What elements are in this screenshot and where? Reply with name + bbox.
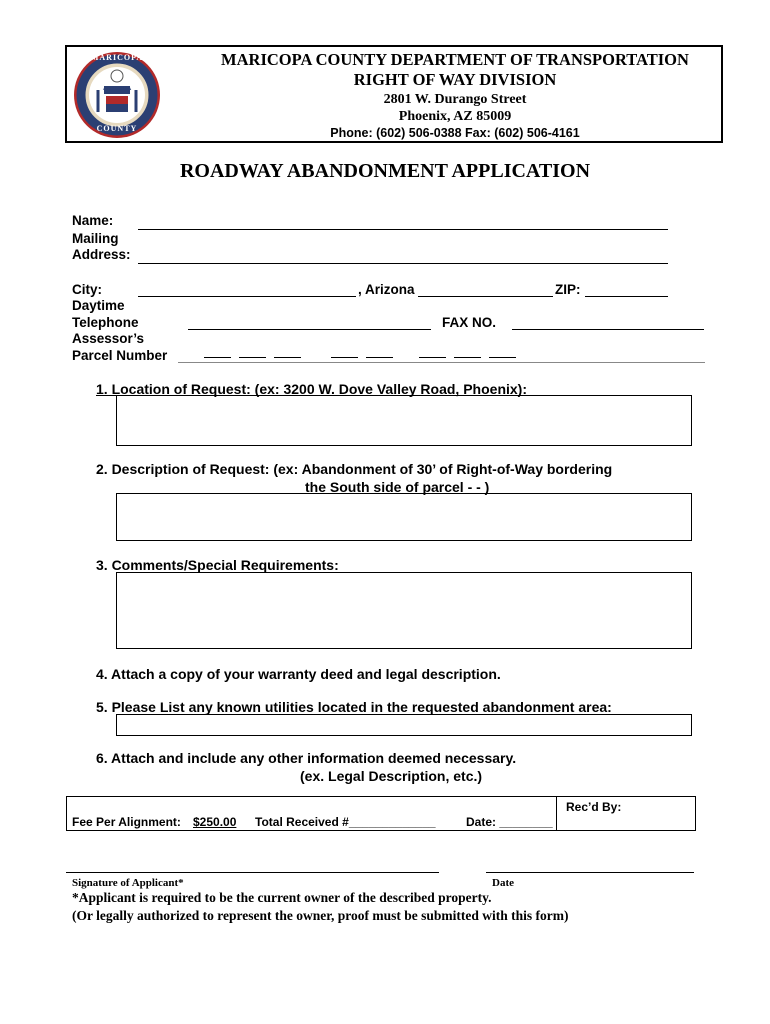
address-field[interactable] [138, 263, 668, 264]
parcel-book-1[interactable] [204, 357, 231, 358]
fee-divider [556, 796, 557, 831]
signature-date-label: Date [492, 877, 514, 889]
recd-by-label: Rec’d By: [566, 800, 622, 814]
q6-label: 6. Attach and include any other information deemed necessary. [96, 750, 517, 766]
parcel-map-2[interactable] [366, 357, 393, 358]
city-field[interactable] [138, 296, 356, 297]
signature-line[interactable] [66, 872, 439, 873]
name-label: Name: [72, 213, 114, 228]
q3-label: 3. Comments/Special Requirements: [96, 557, 339, 573]
signature-label: Signature of Applicant* [72, 877, 184, 889]
q2-label-cont: the South side of parcel - - ) [305, 479, 490, 495]
fee-date-field[interactable]: Date: ________ [466, 815, 553, 829]
telephone-label: Telephone [72, 315, 139, 330]
assessor-label: Assessor’s [72, 331, 145, 346]
phone-fax: Phone: (602) 506-0388 Fax: (602) 506-4161 [330, 126, 580, 140]
dept-title: MARICOPA COUNTY DEPARTMENT OF TRANSPORTATION [221, 50, 689, 69]
q4-label: 4. Attach a copy of your warranty deed and legal description. [96, 666, 501, 682]
address-street: 2801 W. Durango Street [383, 92, 527, 107]
fee-amount: $250.00 [193, 815, 237, 829]
zip-label: ZIP: [555, 282, 581, 297]
total-received-field[interactable]: Total Received #_____________ [255, 815, 436, 829]
q1-label: 1. Location of Request: (ex: 3200 W. Dove Valley Road, Phoenix): [96, 381, 527, 397]
fax-field[interactable] [512, 329, 704, 330]
zip-field[interactable] [585, 296, 668, 297]
authorization-note: (Or legally authorized to represent the owner, proof must be submitted with this form) [72, 908, 569, 923]
fee-label: Fee Per Alignment: [72, 815, 181, 829]
mailing-label: Mailing [72, 231, 119, 246]
city-label: City: [72, 282, 102, 297]
address-label: Address: [72, 247, 131, 262]
city-field-ext[interactable] [418, 296, 553, 297]
comments-box[interactable] [116, 572, 692, 649]
seal-banner: ARIZONA [102, 86, 132, 92]
parcel-book-3[interactable] [274, 357, 301, 358]
description-box[interactable] [116, 493, 692, 541]
q6-label-cont: (ex. Legal Description, etc.) [300, 768, 483, 784]
daytime-label: Daytime [72, 298, 125, 313]
telephone-field[interactable] [188, 329, 431, 330]
parcel-item-3[interactable] [489, 357, 516, 358]
utilities-box[interactable] [116, 714, 692, 736]
parcel-map-1[interactable] [331, 357, 358, 358]
q2-label: 2. Description of Request: (ex: Abandonment of 30’ of Right-of-Way bordering [96, 461, 613, 477]
name-field[interactable] [138, 229, 668, 230]
location-box[interactable] [116, 395, 692, 446]
parcel-item-2[interactable] [454, 357, 481, 358]
seal-text-bottom: COUNTY [96, 124, 138, 133]
seal-text-top: MARICOPA [90, 53, 144, 62]
arizona-label: , Arizona [358, 282, 415, 297]
fax-label: FAX NO. [442, 315, 497, 330]
q5-label: 5. Please List any known utilities located in the requested abandonment area: [96, 699, 612, 715]
form-title: ROADWAY ABANDONMENT APPLICATION [179, 160, 591, 182]
division-title: RIGHT OF WAY DIVISION [353, 70, 557, 89]
address-city: Phoenix, AZ 85009 [398, 109, 512, 124]
signature-date-line[interactable] [486, 872, 694, 873]
parcel-item-1[interactable] [419, 357, 446, 358]
parcel-label: Parcel Number [72, 348, 168, 363]
parcel-book-2[interactable] [239, 357, 266, 358]
parcel-baseline [178, 362, 705, 363]
owner-note: *Applicant is required to be the current owner of the described property. [72, 890, 492, 905]
